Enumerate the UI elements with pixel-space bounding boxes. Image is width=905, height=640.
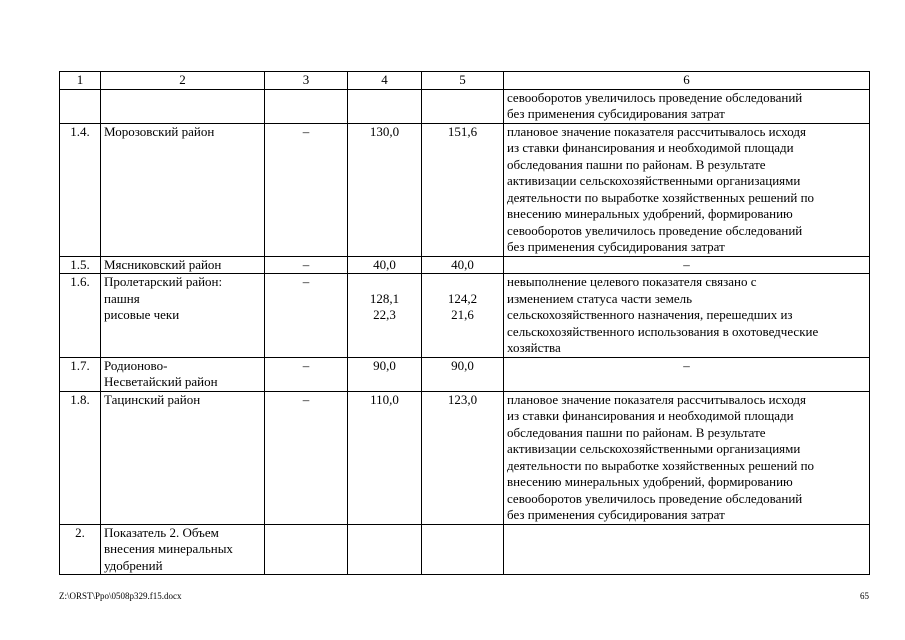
table-row bbox=[60, 123, 870, 256]
footer-file-path: Z:\ORST\Ppo\0508p329.f15.docx bbox=[59, 591, 182, 601]
actual-value-cell bbox=[422, 357, 504, 391]
cell-text-line: – bbox=[302, 391, 310, 407]
table-row bbox=[60, 256, 870, 274]
cell-text-line bbox=[351, 274, 418, 291]
cell-text-line: без применения субсидирования затрат bbox=[507, 239, 725, 254]
column-3-cell bbox=[265, 357, 348, 391]
header-cell-6: 6 bbox=[504, 72, 870, 90]
table-row bbox=[60, 89, 870, 123]
cell-text-line: невыполнение целевого показателя связано с bbox=[507, 274, 757, 289]
cell-text-line: 22,3 bbox=[373, 307, 396, 322]
footer-page-number: 65 bbox=[860, 591, 869, 601]
header-cell-2: 2 bbox=[101, 72, 265, 90]
cell-text-line: из ставки финансирования и необходимой площади bbox=[507, 408, 794, 423]
cell-text-line: Пролетарский район: bbox=[104, 274, 223, 289]
district-name-cell bbox=[101, 256, 265, 274]
cell-text-line: хозяйства bbox=[507, 340, 561, 355]
district-name-cell bbox=[101, 274, 265, 358]
planned-value-cell bbox=[348, 391, 422, 524]
cell-text-line: плановое значение показателя рассчитывалось исходя bbox=[507, 391, 806, 407]
data-table bbox=[59, 71, 870, 575]
cell-text-line: сельскохозяйственного использования в охотоведческие bbox=[507, 323, 819, 339]
row-number-cell: 1.7. bbox=[60, 357, 101, 391]
row-number-cell: 1.6. bbox=[60, 274, 101, 358]
cell-text-line: Мясниковский район bbox=[104, 256, 222, 272]
column-3-cell bbox=[265, 89, 348, 123]
comment-cell bbox=[504, 89, 870, 123]
cell-text-line: внесению минеральных удобрений, формированию bbox=[507, 474, 793, 489]
column-3-cell bbox=[265, 274, 348, 358]
cell-text-line: 21,6 bbox=[451, 307, 474, 322]
comment-cell bbox=[504, 256, 870, 274]
planned-value-cell bbox=[348, 357, 422, 391]
comment-cell bbox=[504, 524, 870, 575]
planned-value-cell bbox=[348, 256, 422, 274]
cell-text-line bbox=[425, 274, 500, 291]
column-3-cell bbox=[265, 524, 348, 575]
header-cell-5: 5 bbox=[422, 72, 504, 90]
cell-text-line: пашня bbox=[104, 290, 140, 306]
cell-text-line: 40,0 bbox=[451, 256, 474, 272]
cell-text-line: – bbox=[302, 256, 310, 272]
table-body bbox=[60, 72, 870, 575]
cell-text-line: севооборотов увеличилось проведение обследований bbox=[507, 490, 803, 506]
cell-text-line: удобрений bbox=[104, 557, 163, 573]
actual-value-cell bbox=[422, 391, 504, 524]
planned-value-cell bbox=[348, 123, 422, 256]
row-number-cell: 1.8. bbox=[60, 391, 101, 524]
cell-text-line: обследования пашни по районам. В результате bbox=[507, 424, 766, 440]
cell-text-line: 90,0 bbox=[451, 357, 474, 373]
planned-value-cell bbox=[348, 274, 422, 358]
row-number-cell: 1.4. bbox=[60, 123, 101, 256]
actual-value-cell bbox=[422, 524, 504, 575]
cell-text-line: 90,0 bbox=[373, 357, 396, 373]
cell-text-line: – bbox=[302, 274, 310, 289]
table-row bbox=[60, 274, 870, 358]
cell-text-line: 151,6 bbox=[447, 123, 478, 139]
table-row bbox=[60, 357, 870, 391]
cell-text-line: обследования пашни по районам. В результате bbox=[507, 156, 766, 172]
cell-text-line: – bbox=[302, 123, 310, 139]
cell-text-line: деятельности по выработке хозяйственных решений по bbox=[507, 457, 815, 473]
table-header-row bbox=[60, 72, 870, 90]
cell-text-line: – bbox=[302, 357, 310, 373]
cell-text-line: Тацинский район bbox=[104, 391, 201, 407]
cell-text-line: 128,1 bbox=[369, 290, 400, 306]
header-cell-4: 4 bbox=[348, 72, 422, 90]
cell-text-line: плановое значение показателя рассчитывалось исходя bbox=[507, 123, 806, 139]
comment-cell bbox=[504, 357, 870, 391]
header-cell-3: 3 bbox=[265, 72, 348, 90]
planned-value-cell bbox=[348, 89, 422, 123]
cell-text-line: деятельности по выработке хозяйственных решений по bbox=[507, 189, 815, 205]
actual-value-cell bbox=[422, 123, 504, 256]
planned-value-cell bbox=[348, 524, 422, 575]
district-name-cell bbox=[101, 357, 265, 391]
row-number-cell: 2. bbox=[60, 524, 101, 575]
column-3-cell bbox=[265, 123, 348, 256]
row-number-cell: 1.5. bbox=[60, 256, 101, 274]
cell-text-line: 123,0 bbox=[447, 391, 478, 407]
actual-value-cell bbox=[422, 256, 504, 274]
cell-text-line: 124,2 bbox=[447, 290, 478, 306]
cell-text-line: активизации сельскохозяйственными организациями bbox=[507, 441, 801, 456]
cell-text-line: Морозовский район bbox=[104, 123, 215, 139]
row-number-cell bbox=[60, 89, 101, 123]
header-cell-1: 1 bbox=[60, 72, 101, 90]
cell-text-line: активизации сельскохозяйственными организациями bbox=[507, 173, 801, 188]
cell-text-line: из ставки финансирования и необходимой площади bbox=[507, 140, 794, 155]
district-name-cell bbox=[101, 391, 265, 524]
cell-text-line: – bbox=[683, 256, 690, 272]
cell-text-line: Несветайский район bbox=[104, 374, 218, 389]
cell-text-line: внесения минеральных bbox=[104, 541, 233, 556]
comment-cell bbox=[504, 391, 870, 524]
comment-cell bbox=[504, 274, 870, 358]
cell-text-line: Родионово- bbox=[104, 357, 168, 373]
cell-text-line: севооборотов увеличилось проведение обследований bbox=[507, 222, 803, 238]
cell-text-line: без применения субсидирования затрат bbox=[507, 507, 725, 522]
cell-text-line: 110,0 bbox=[370, 391, 399, 407]
cell-text-line: 130,0 bbox=[369, 123, 400, 139]
cell-text-line: без применения субсидирования затрат bbox=[507, 106, 725, 121]
cell-text-line: – bbox=[683, 357, 690, 373]
actual-value-cell bbox=[422, 89, 504, 123]
cell-text-line: внесению минеральных удобрений, формированию bbox=[507, 206, 793, 221]
column-3-cell bbox=[265, 391, 348, 524]
actual-value-cell bbox=[422, 274, 504, 358]
cell-text-line: изменением статуса части земель bbox=[507, 290, 693, 306]
cell-text-line: сельскохозяйственного назначения, перешедших из bbox=[507, 307, 793, 322]
cell-text-line: 40,0 bbox=[373, 256, 396, 272]
table-row bbox=[60, 391, 870, 524]
district-name-cell bbox=[101, 123, 265, 256]
district-name-cell bbox=[101, 89, 265, 123]
district-name-cell bbox=[101, 524, 265, 575]
comment-cell bbox=[504, 123, 870, 256]
table-row bbox=[60, 524, 870, 575]
cell-text-line: Показатель 2. Объем bbox=[104, 524, 219, 540]
column-3-cell bbox=[265, 256, 348, 274]
cell-text-line: рисовые чеки bbox=[104, 307, 180, 322]
cell-text-line: севооборотов увеличилось проведение обследований bbox=[507, 89, 803, 105]
